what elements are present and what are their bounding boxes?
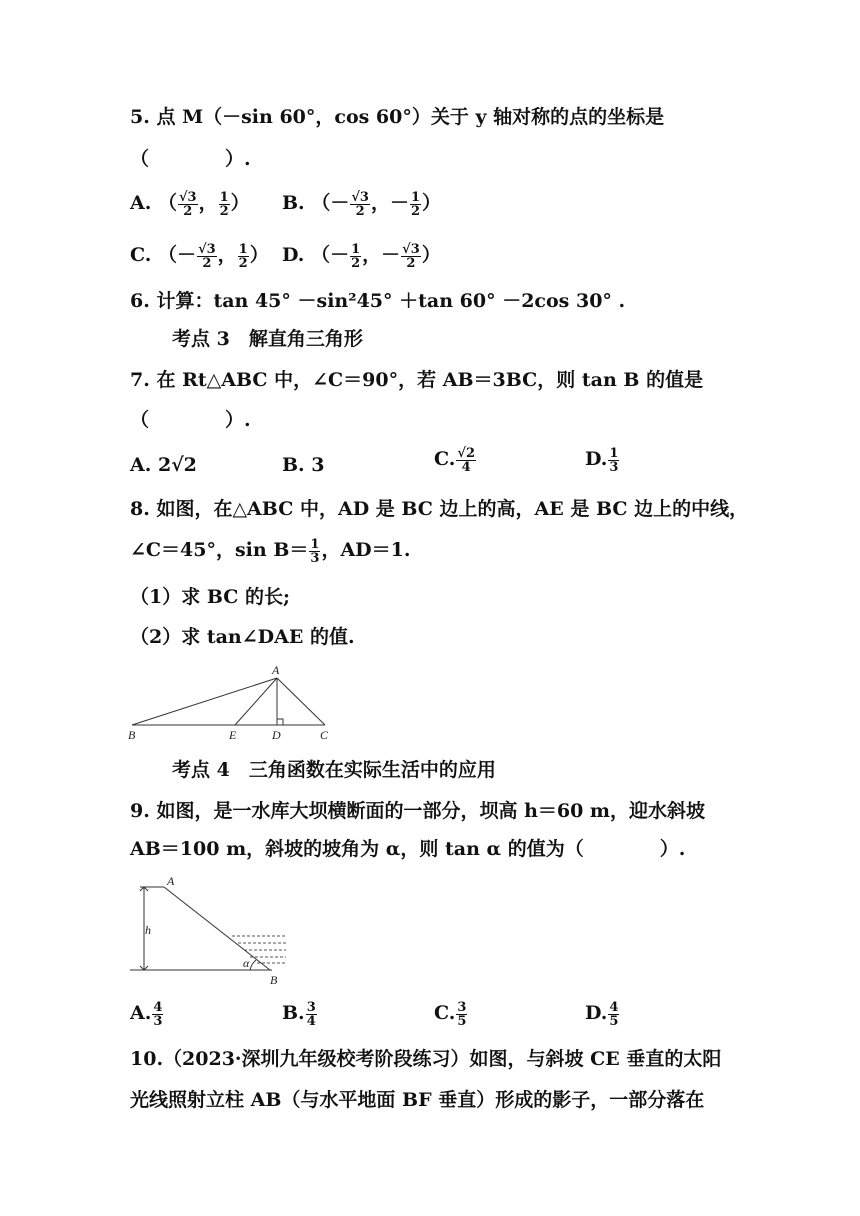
q7-blank: （ ）. [130,409,251,431]
q8-line2: ∠C＝45°，sin B＝ $\frac{1}{3}$ ，AD＝1. [130,536,411,566]
q8-sub1: （1）求 BC 的长; [130,586,290,608]
q7-option-c: C. $\frac{√2}{4}$ [434,445,475,475]
q7-option-b: B. 3 [282,454,325,476]
q7-option-d: D. $\frac{1}{3}$ [585,445,619,475]
q6-text: 6. 计算：tan 45° －sin²45° ＋tan 60° －2cos 30° . [130,290,626,312]
q5-blank: （ ）. [130,148,251,170]
q9-option-b: B. $\frac{3}{4}$ [282,999,316,1029]
q8-label-e: E [229,728,237,742]
q8-sub2: （2）求 tan∠DAE 的值. [130,626,355,648]
q5-stem: 5. 点 M（－sin 60°，cos 60°）关于 y 轴对称的点的坐标是 [130,106,665,128]
q9-line1: 9. 如图，是一水库大坝横断面的一部分，坝高 h＝60 m，迎水斜坡 [130,800,706,822]
q8-label-c: C [320,728,329,742]
q5-option-b: B. （－ $\frac{√3}{2}$ ，－ $\frac{1}{2}$ ） [282,189,442,219]
q7-option-a: A. 2√2 [130,454,197,476]
q8-triangle-figure [120,660,350,745]
section3-title: 考点 3 解直角三角形 [172,328,363,350]
q9-option-c: C. $\frac{3}{5}$ [434,999,467,1029]
q5-option-c: C. （－ $\frac{√3}{2}$ ， $\frac{1}{2}$ ） [130,241,269,271]
q8-label-a: A [272,663,280,677]
q10-line2: 光线照射立柱 AB（与水平地面 BF 垂直）形成的影子，一部分落在 [130,1089,705,1111]
q10-line1: 10.（2023·深圳九年级校考阶段练习）如图，与斜坡 CE 垂直的太阳 [130,1048,722,1070]
q9-label-a: A [167,874,175,888]
q5-option-a: A. （ $\frac{√3}{2}$ ， $\frac{1}{2}$ ） [130,189,250,219]
q7-stem: 7. 在 Rt△ABC 中，∠C＝90°，若 AB＝3BC，则 tan B 的值是 [130,369,704,391]
q5-option-d: D. （－ $\frac{1}{2}$ ，－ $\frac{√3}{2}$ ） [282,241,441,271]
q8-label-d: D [272,728,281,742]
q8-line1: 8. 如图，在△ABC 中，AD 是 BC 边上的高，AE 是 BC 边上的中线， [130,498,749,520]
q9-label-b: B [270,973,278,987]
q9-label-h: h [145,923,151,937]
q9-option-a: A. $\frac{4}{3}$ [130,999,163,1029]
q9-line2: AB＝100 m，斜坡的坡角为 α，则 tan α 的值为（ ）. [130,838,686,860]
q8-label-b: B [128,728,136,742]
q9-option-d: D. $\frac{4}{5}$ [585,999,619,1029]
q9-label-alpha: α [243,956,250,970]
q9-dam-figure [120,870,295,988]
section4-title: 考点 4 三角函数在实际生活中的应用 [172,759,496,781]
